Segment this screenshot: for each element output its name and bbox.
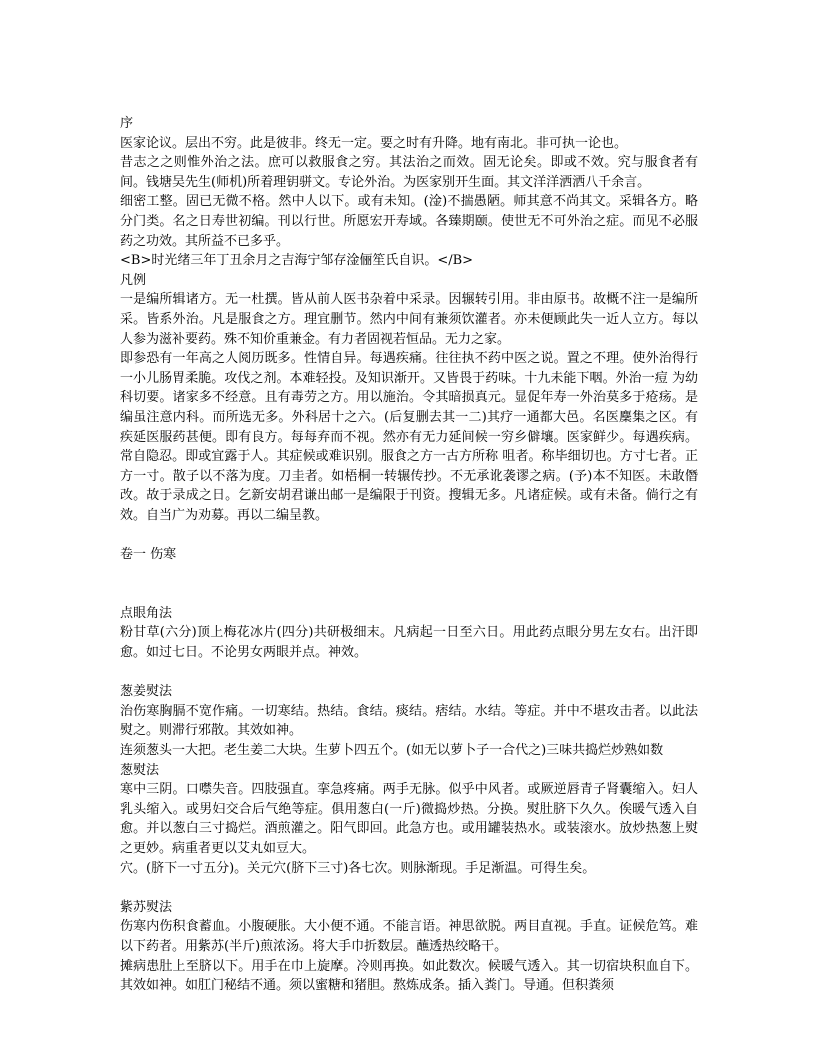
spacer — [120, 584, 698, 604]
preface-paragraph: 昔志之之则惟外治之法。庶可以救服食之穷。其法治之而效。固无论矣。即或不效。究与服食者有间。钱塘吴先生(师机)所着理钥骈文。专论外治。为医家别开生面。其文洋洋洒洒八千余言。 — [120, 155, 698, 190]
section-paragraph: 寒中三阴。口噤失音。四肢强直。挛急疼痛。两手无脉。似乎中风者。或厥逆唇青子肾囊缩入。妇人乳头缩入。或男妇交合后气绝等症。俱用葱白(一斤)微捣炒热。分换。熨肚脐下久久。俟暖气透入自愈。并以葱白三寸捣烂。酒煎灌之。阳气即回。此急方也。或用罐装热水。或装滚水。放炒热葱上熨之更妙。病重者更以艾丸如豆大。 — [120, 782, 698, 856]
section-paragraph: 粉甘草(六分)顶上梅花冰片(四分)共研极细末。凡病起一日至六日。用此药点眼分男左女右。出汗即愈。如过七日。不论男女两眼并点。神效。 — [120, 625, 698, 661]
section-title: 葱熨法 — [120, 762, 160, 778]
spacer — [120, 878, 698, 898]
volume-heading: 卷一 伤寒 — [120, 547, 177, 563]
section-title: 葱姜熨法 — [120, 684, 173, 700]
section-paragraph: 治伤寒胸膈不宽作痛。一切寒结。热结。食结。痰结。痞结。水结。等症。并中不堪攻击者。以此法熨之。则滞行邪散。其效如神。 — [120, 703, 698, 739]
preface-heading: 序 — [120, 116, 134, 131]
section-title: 紫苏熨法 — [120, 899, 173, 915]
section-paragraph: 连须葱头一大把。老生姜二大块。生萝卜四五个。(如无以萝卜子一合代之)三味共捣烂炒熟如数 — [120, 743, 664, 758]
section-title: 点眼角法 — [120, 605, 173, 621]
spacer — [120, 663, 698, 683]
preface-signature: <B>时光绪三年丁丑余月之吉海宁邹存淦俪笙氏自识。</B> — [120, 253, 474, 269]
section-paragraph: 摊病患肚上至脐以下。用手在巾上旋摩。冷则再换。如此数次。候暖气透入。其一切宿块积血自下。其效如神。如肛门秘结不通。须以蜜糖和猪胆。熬炼成条。插入粪门。导通。但积粪须 — [120, 958, 698, 994]
fanli-paragraph: 一是编所辑诸方。无一杜撰。皆从前人医书杂着中采录。因辗转引用。非由原书。故概不注一是编所采。皆系外治。凡是服食之方。理宜删节。然内中间有兼须饮灌者。亦未便顾此失一近人立方。每以人参为滋补要药。殊不知价重兼金。有力者固视若恒品。无力之家。 — [120, 292, 698, 347]
fanli-paragraph: 即参恐有一年高之人阅历既多。性情自异。每遇疾痛。往往执不药中医之说。置之不理。使外治得行一小儿肠胃柔脆。攻伐之剂。本难轻投。及知识渐开。又皆畏于药味。十九未能下咽。外治一痘 为幼科切要。诸家多不经意。且有毒劳之方。用以施治。令其暗损真元。显促年寿一外治莫多于疮疡。是编虽注意内科。而所选无多。外科居十之六。(后复删去其一二)其疗一通都大邑。名医麇集之区。有疾延医服药甚便。即有良方。每每弃而不视。然亦有无力延间候一穷乡僻壤。医家鲜少。每遇疾病。常自隐忍。即或宜露于人。其症候或难识别。服食之方一古方所称 咀者。称毕细切也。方寸七者。正方一寸。散子以不落为度。刀圭者。如梧桐一转辗传抄。不无承讹袭谬之病。(予)本不知医。未敢僭改。故于录成之日。乞新安胡君谦出邮一是编限于刊资。搜辑无多。凡诸症候。或有未备。倘行之有效。自当广为劝募。再以二编呈教。 — [120, 351, 698, 523]
fanli-heading: 凡例 — [120, 272, 147, 288]
preface-paragraph: 医家论议。层出不穷。此是彼非。终无一定。要之时有升降。地有南北。非可执一论也。 — [120, 135, 628, 151]
section-paragraph: 伤寒内伤积食蓄血。小腹硬胀。大小便不通。不能言语。神思欲脱。两目直视。手直。证候危笃。难以下药者。用紫苏(半斤)煎浓汤。将大手巾折数层。蘸透热绞略干。 — [120, 919, 698, 954]
spacer — [120, 565, 698, 585]
section-paragraph: 穴。(脐下一寸五分)。关元穴(脐下三寸)各七次。则脉渐现。手足渐温。可得生矣。 — [120, 860, 596, 876]
preface-paragraph: 细密工整。固已无微不格。然中人以下。或有未知。(淦)不揣愚陋。师其意不尚其文。采辑各方。略分门类。名之日寿世初编。刊以行世。所愿宏开寿域。各臻期颐。使世无不可外治之症。而见不必服药之功效。其所益不已多乎。 — [120, 194, 698, 249]
document-page — [120, 114, 698, 996]
spacer — [120, 525, 698, 545]
